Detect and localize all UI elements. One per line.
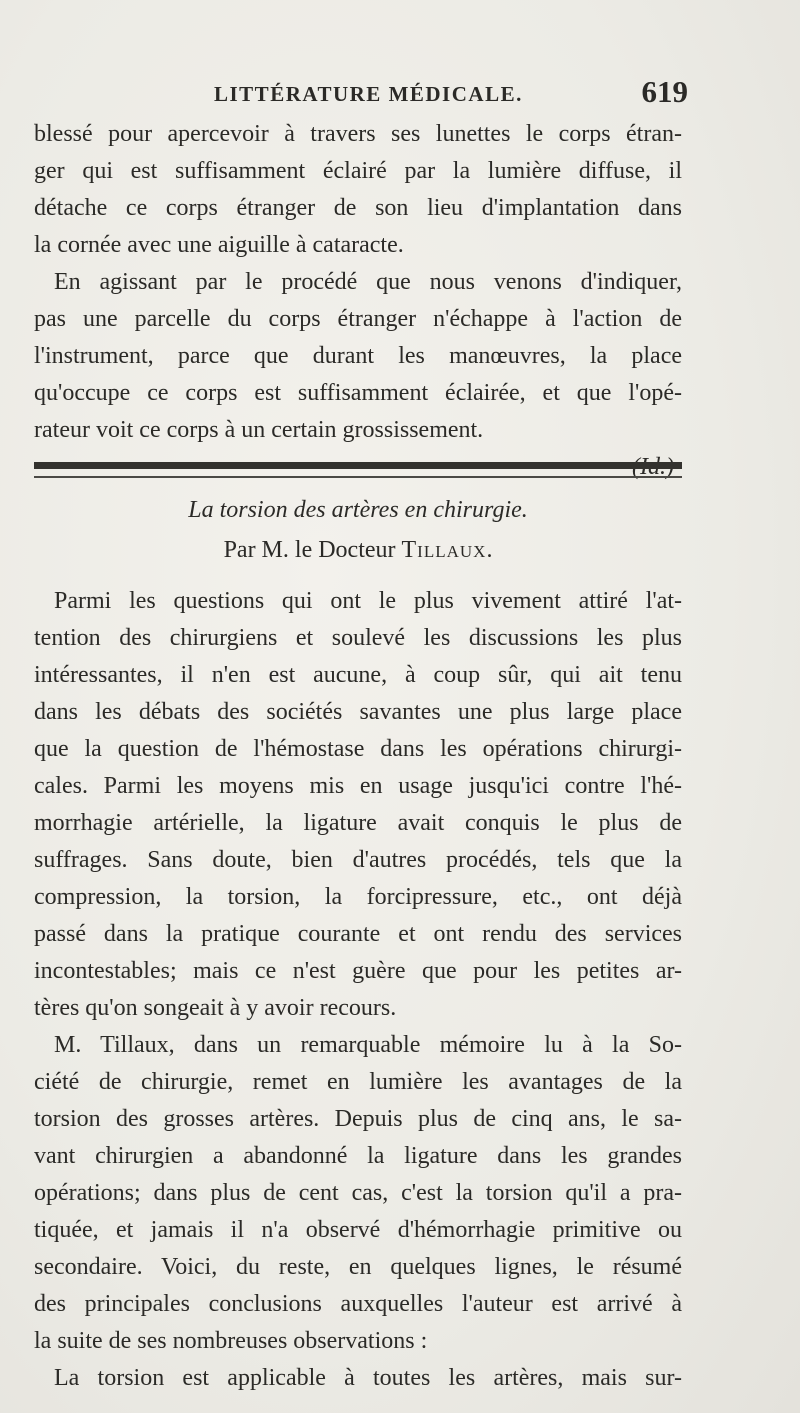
text-line: la suite de ses nombreuses observations : — [34, 1328, 428, 1354]
text-line: Parmi les questions qui ont le plus vivement attiré l'at- — [54, 588, 682, 614]
text-line: l'instrument, parce que durant les manœuvres, la place — [34, 343, 682, 369]
text-line: ger qui est suffisamment éclairé par la lumière diffuse, il — [34, 158, 682, 184]
text-line: torsion des grosses artères. Depuis plus de cinq ans, le sa- — [34, 1106, 682, 1132]
text-line: qu'occupe ce corps est suffisamment éclairée, et que l'opé- — [34, 380, 682, 406]
article-byline — [34, 532, 682, 569]
byline-suffix: . — [486, 537, 493, 563]
text-line: compression, la torsion, la forcipressure, etc., ont déjà — [34, 884, 682, 910]
page-header — [214, 74, 688, 114]
text-line: En agissant par le procédé que nous venons d'indiquer, — [54, 269, 682, 295]
text-line: suffrages. Sans doute, bien d'autres procédés, tels que la — [34, 847, 682, 873]
text-line: tères qu'on songeait à y avoir recours. — [34, 995, 397, 1021]
text-line: que la question de l'hémostase dans les opérations chirurgi- — [34, 736, 682, 762]
text-line: cales. Parmi les moyens mis en usage jusqu'ici contre l'hé- — [34, 773, 682, 799]
page-number: 619 — [641, 74, 688, 109]
text-line: incontestables; mais ce n'est guère que pour les petites ar- — [34, 958, 682, 984]
text-line: tiquée, et jamais il n'a observé d'hémorrhagie primitive ou — [34, 1217, 682, 1243]
running-head: LITTÉRATURE MÉDICALE. — [214, 82, 523, 106]
article-body — [34, 583, 682, 1397]
text-line: vant chirurgien a abandonné la ligature dans les grandes — [34, 1143, 682, 1169]
text-line: pas une parcelle du corps étranger n'échappe à l'action de — [34, 306, 682, 332]
text-line: la cornée avec une aiguille à cataracte. — [34, 232, 404, 258]
text-line: dans les débats des sociétés savantes une plus large place — [34, 699, 682, 725]
section-divider-thick — [34, 462, 682, 469]
text-line: blessé pour apercevoir à travers ses lunettes le corps étran- — [34, 121, 682, 147]
text-line: passé dans la pratique courante et ont rendu des services — [34, 921, 682, 947]
first-block — [34, 116, 682, 486]
text-line: opérations; dans plus de cent cas, c'est la torsion qu'il a pra- — [34, 1180, 682, 1206]
byline-prefix: Par M. le Docteur — [223, 537, 396, 563]
article-title: La torsion des artères en chirurgie. — [188, 497, 528, 523]
section-divider-thin — [34, 476, 682, 478]
text-line: tention des chirurgiens et soulevé les discussions les plus — [34, 625, 682, 651]
text-line: intéressantes, il n'en est aucune, à coup sûr, qui ait tenu — [34, 662, 682, 688]
text-line: détache ce corps étranger de son lieu d'implantation dans — [34, 195, 682, 221]
text-line: morrhagie artérielle, la ligature avait conquis le plus de — [34, 810, 682, 836]
text-line: secondaire. Voici, du reste, en quelques lignes, le résumé — [34, 1254, 682, 1280]
text-line: ciété de chirurgie, remet en lumière les avantages de la — [34, 1069, 682, 1095]
text-line: La torsion est applicable à toutes les artères, mais sur- — [54, 1365, 682, 1391]
text-line: des principales conclusions auxquelles l'auteur est arrivé à — [34, 1291, 682, 1317]
text-line: rateur voit ce corps à un certain grossissement. — [34, 417, 484, 443]
byline-author: Tillaux — [401, 537, 487, 563]
text-line: M. Tillaux, dans un remarquable mémoire lu à la So- — [54, 1032, 682, 1058]
